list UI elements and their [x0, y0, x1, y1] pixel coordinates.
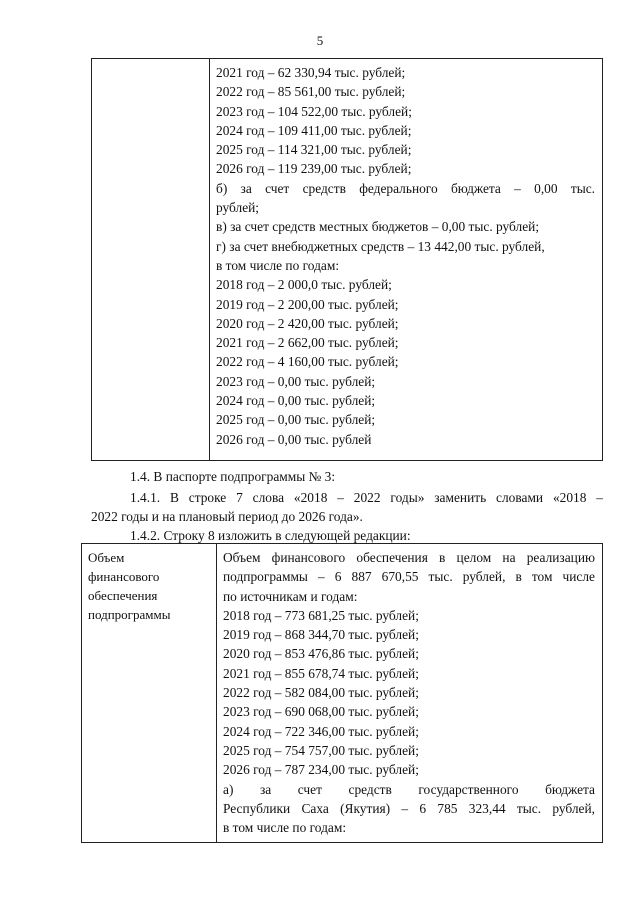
paragraph-1-4: 1.4. В паспорте подпрограммы № 3:	[130, 469, 336, 484]
subprogram-financing-table	[81, 543, 603, 843]
paragraph-1-4-1-line-1: 1.4.1. В строке 7 слова «2018 – 2022 годы» заменить словами «2018 –	[130, 490, 603, 505]
table-row	[92, 59, 603, 461]
financing-line: 2021 год – 2 662,00 тыс. рублей;	[216, 335, 399, 351]
financing-line: 2020 год – 2 420,00 тыс. рублей;	[216, 315, 399, 331]
financing-line: 2025 год – 0,00 тыс. рублей;	[216, 412, 376, 428]
table-cell-financing	[210, 59, 603, 461]
financing-line: в) за счет средств местных бюджетов – 0,00 тыс. рублей;	[216, 219, 540, 235]
financing-line: Республики Саха (Якутия) – 6 785 323,44 тыс. рублей,	[223, 800, 595, 816]
financing-line: г) за счет внебюджетных средств – 13 442,00 тыс. рублей,	[216, 238, 545, 254]
financing-lines	[210, 59, 602, 449]
financing-line: 2021 год – 62 330,94 тыс. рублей;	[216, 65, 406, 80]
financing-line: 2020 год – 853 476,86 тыс. рублей;	[223, 646, 419, 662]
financing-line: 2021 год – 855 678,74 тыс. рублей;	[223, 665, 419, 681]
financing-line: по источникам и годам:	[223, 588, 358, 604]
financing-table-continued	[91, 58, 603, 461]
financing-line: 2026 год – 119 239,00 тыс. рублей;	[216, 161, 412, 177]
financing-line: 2022 год – 85 561,00 тыс. рублей;	[216, 84, 406, 100]
row-label-line: обеспечения	[88, 588, 158, 603]
table-cell-financing	[217, 544, 603, 843]
row-label-line: финансового	[88, 569, 160, 584]
table-cell-label	[82, 544, 217, 843]
financing-line: 2025 год – 114 321,00 тыс. рублей;	[216, 142, 412, 158]
financing-line: 2024 год – 109 411,00 тыс. рублей;	[216, 122, 412, 138]
table-row	[82, 544, 603, 843]
financing-line: в том числе по годам:	[223, 820, 347, 836]
financing-line: 2018 год – 2 000,0 тыс. рублей;	[216, 277, 392, 293]
financing-line: 2024 год – 722 346,00 тыс. рублей;	[223, 723, 419, 739]
financing-line: б) за счет средств федерального бюджета – 0,00 тыс.	[216, 180, 595, 196]
financing-line: 2023 год – 104 522,00 тыс. рублей;	[216, 103, 412, 119]
financing-line: 2019 год – 868 344,70 тыс. рублей;	[223, 627, 419, 643]
page-number: 5	[316, 33, 324, 48]
financing-line: 2018 год – 773 681,25 тыс. рублей;	[223, 607, 419, 623]
row-label-line: подпрограммы	[88, 607, 171, 622]
financing-line: 2023 год – 690 068,00 тыс. рублей;	[223, 704, 419, 720]
financing-line: 2022 год – 582 084,00 тыс. рублей;	[223, 685, 419, 701]
paragraph-1-4-1-line-2: 2022 годы и на плановый период до 2026 года».	[91, 509, 363, 524]
financing-line: 2026 год – 0,00 тыс. рублей	[216, 431, 372, 447]
financing-line: 2022 год – 4 160,00 тыс. рублей;	[216, 354, 399, 370]
paragraph-1-4-2: 1.4.2. Строку 8 изложить в следующей редакции:	[130, 528, 411, 543]
financing-line: подпрограммы – 6 887 670,55 тыс. рублей, в том числе	[223, 569, 595, 585]
financing-line: 2023 год – 0,00 тыс. рублей;	[216, 373, 376, 389]
financing-line: Объем финансового обеспечения в целом на реализацию	[223, 550, 595, 565]
financing-line: 2024 год – 0,00 тыс. рублей;	[216, 393, 376, 409]
financing-line: 2026 год – 787 234,00 тыс. рублей;	[223, 762, 419, 778]
row-label	[82, 544, 216, 624]
financing-line: рублей;	[216, 200, 260, 216]
row-label-line: Объем	[88, 550, 125, 565]
financing-line: 2019 год – 2 200,00 тыс. рублей;	[216, 296, 399, 312]
financing-lines	[217, 544, 602, 837]
financing-line: в том числе по годам:	[216, 257, 340, 273]
financing-line: а) за счет средств государственного бюджета	[223, 781, 595, 797]
table-cell-empty	[92, 59, 210, 461]
financing-line: 2025 год – 754 757,00 тыс. рублей;	[223, 742, 419, 758]
